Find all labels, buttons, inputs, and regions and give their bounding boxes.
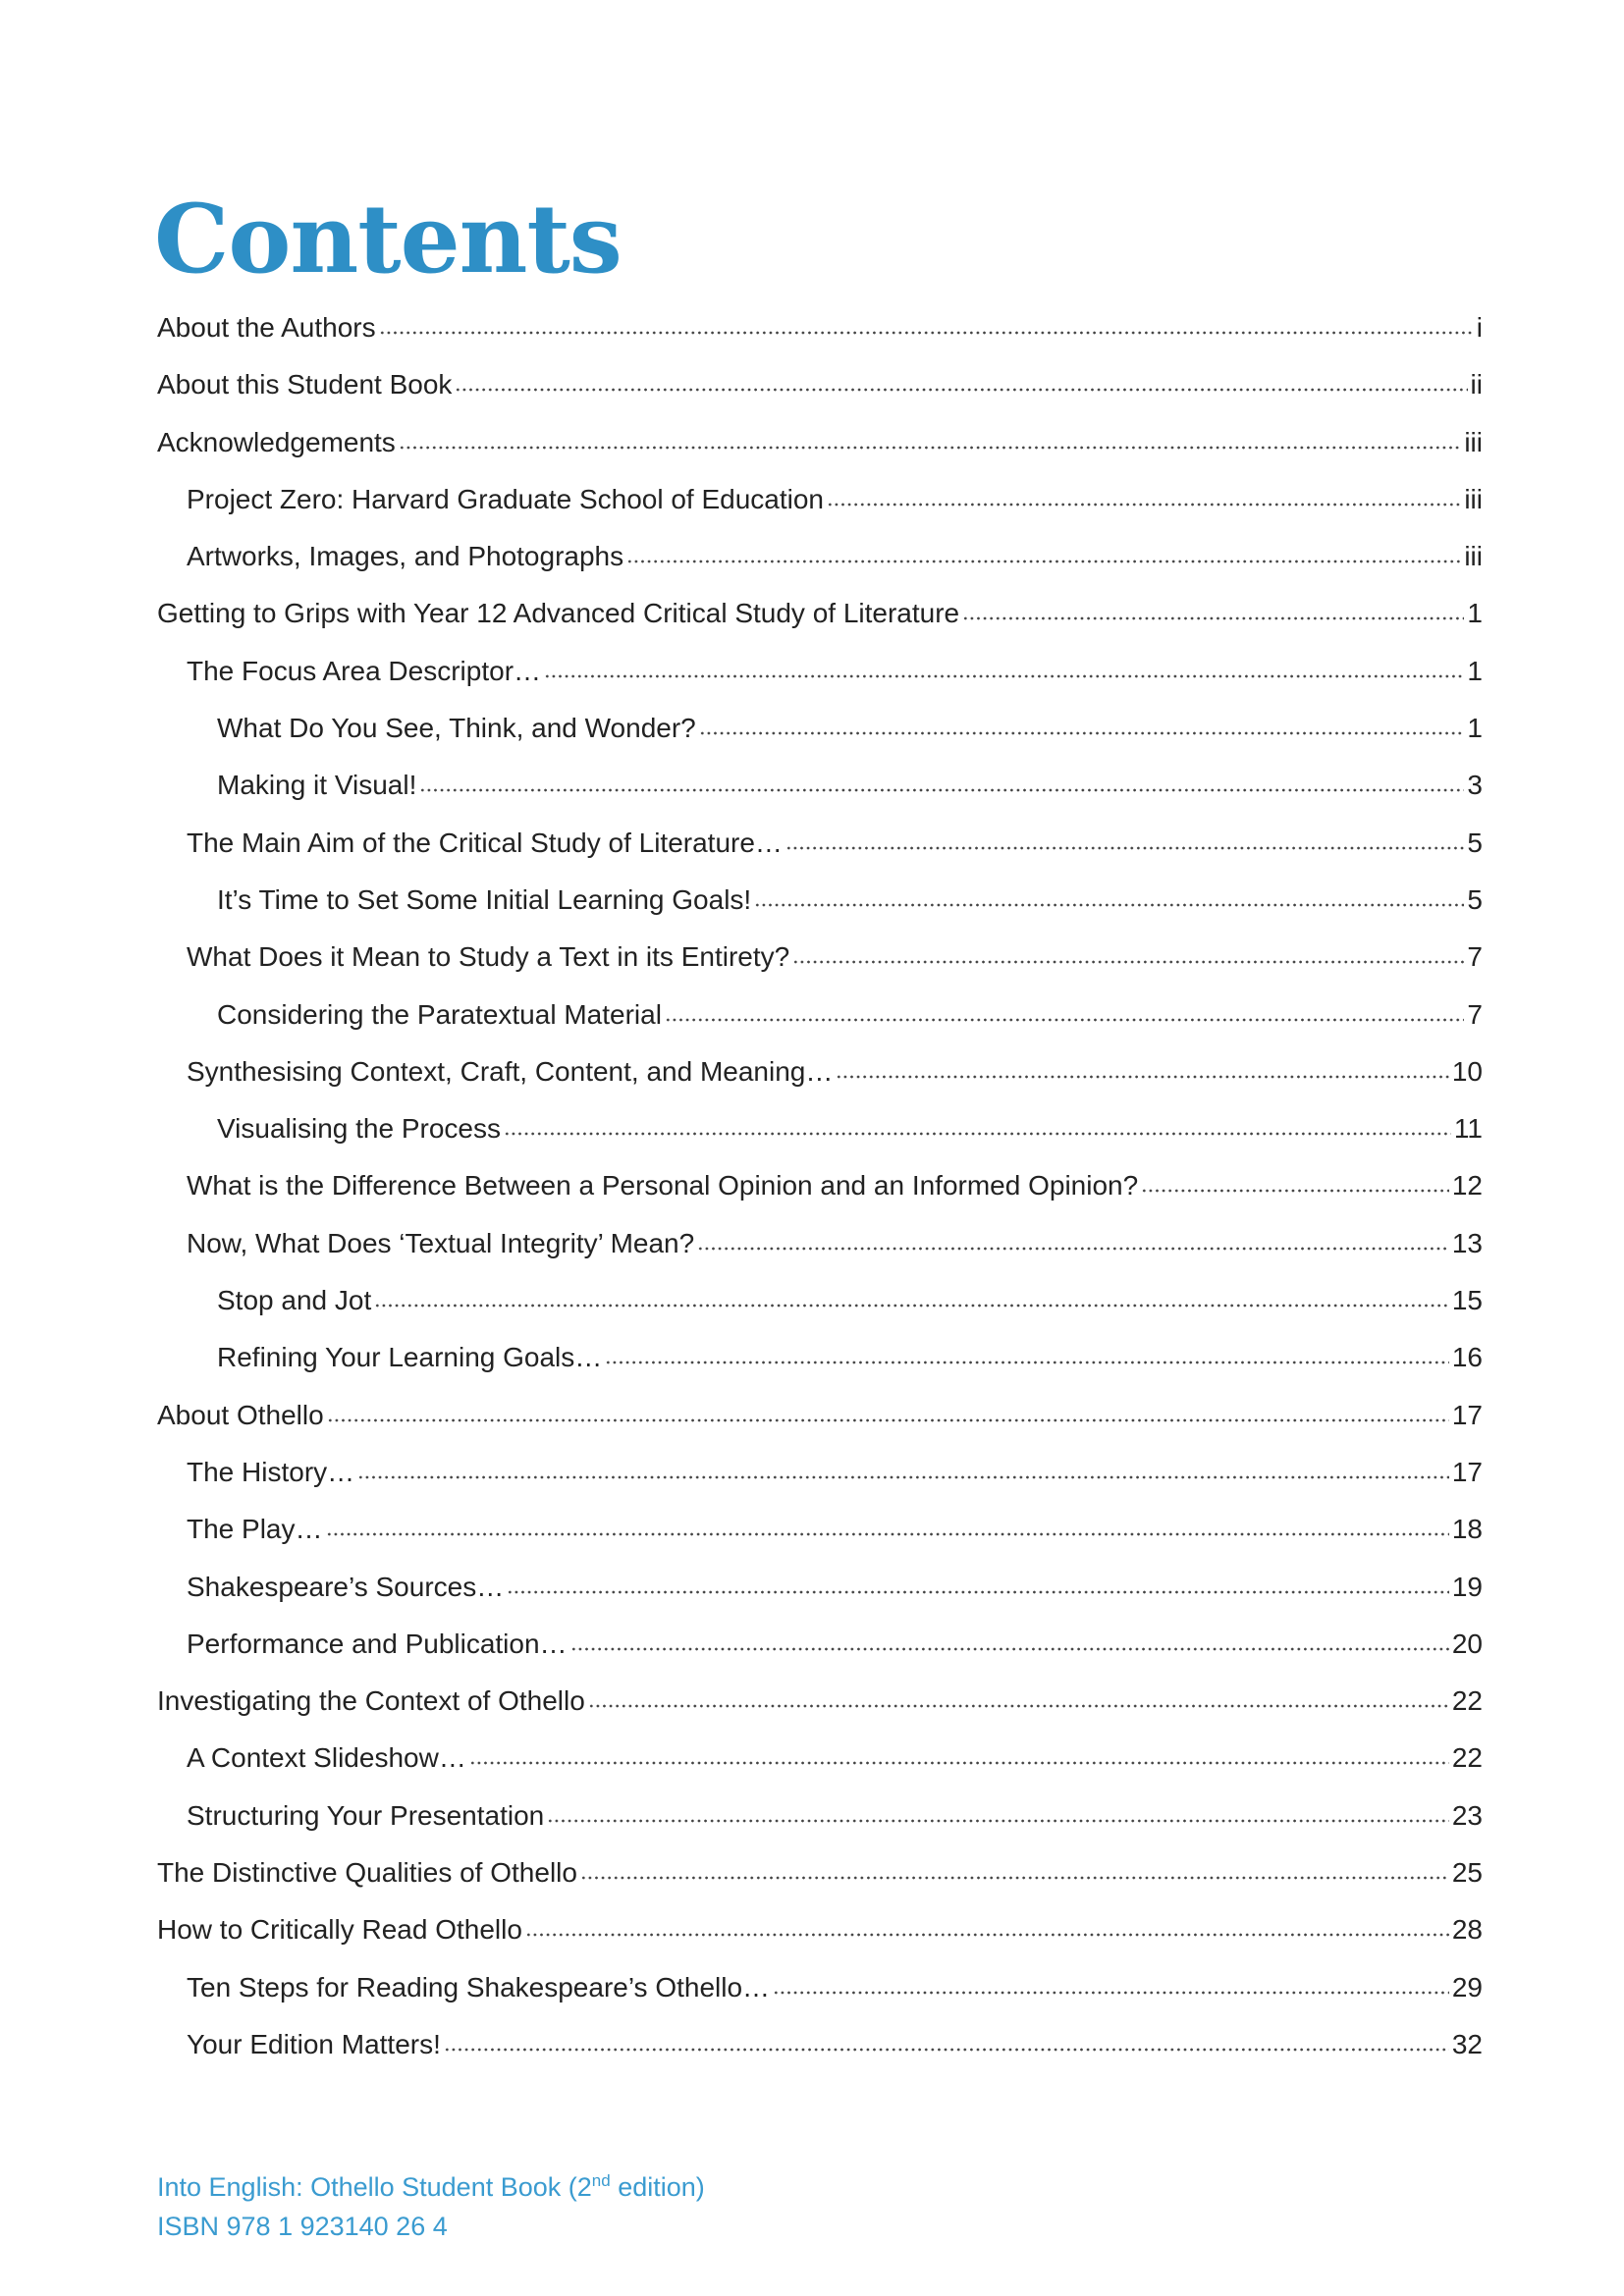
toc-entry-page-number: iii <box>1464 541 1483 572</box>
toc-entry[interactable] <box>157 1170 1483 1227</box>
toc-dot-leader <box>773 1991 1449 1995</box>
toc-entry-page-number: 7 <box>1467 941 1483 973</box>
toc-entry[interactable] <box>157 1742 1483 1799</box>
table-of-contents <box>157 312 1483 2086</box>
toc-dot-leader <box>665 1018 1465 1022</box>
toc-entry[interactable] <box>157 541 1483 598</box>
toc-entry-page-number: 23 <box>1451 1799 1483 1831</box>
toc-dot-leader <box>455 388 1467 392</box>
toc-entry-page-number: 16 <box>1451 1342 1483 1373</box>
toc-entry-title: About Othello <box>157 1399 324 1430</box>
toc-entry-title: Visualising the Process <box>217 1113 501 1145</box>
toc-entry-page-number: 13 <box>1451 1227 1483 1258</box>
toc-dot-leader <box>399 446 1462 450</box>
toc-entry-title: The Focus Area Descriptor… <box>187 655 542 686</box>
toc-entry[interactable] <box>157 1285 1483 1342</box>
toc-entry[interactable] <box>157 484 1483 541</box>
toc-entry-page-number: 1 <box>1467 598 1483 629</box>
toc-dot-leader <box>327 1418 1449 1422</box>
toc-entry-page-number: 3 <box>1467 770 1483 801</box>
toc-entry-page-number: 15 <box>1451 1285 1483 1316</box>
footer-edition-ordinal: nd <box>591 2171 611 2190</box>
toc-entry[interactable] <box>157 1457 1483 1514</box>
toc-entry-title: Refining Your Learning Goals… <box>217 1342 603 1373</box>
toc-entry-title: Getting to Grips with Year 12 Advanced Critical Study of Literature <box>157 598 960 629</box>
toc-entry-page-number: 22 <box>1451 1742 1483 1774</box>
toc-dot-leader <box>827 503 1461 507</box>
toc-entry-title: Shakespeare’s Sources… <box>187 1571 505 1602</box>
toc-entry-title: A Context Slideshow… <box>187 1742 466 1774</box>
toc-dot-leader <box>379 331 1474 335</box>
toc-dot-leader <box>785 846 1465 850</box>
toc-dot-leader <box>580 1876 1449 1880</box>
toc-dot-leader <box>588 1704 1449 1708</box>
toc-entry-title: Your Edition Matters! <box>187 2028 441 2059</box>
toc-entry-title: Making it Visual! <box>217 770 417 801</box>
footer-book-title <box>157 2167 705 2207</box>
toc-entry[interactable] <box>157 1972 1483 2029</box>
toc-entry[interactable] <box>157 1056 1483 1113</box>
toc-entry-page-number: 17 <box>1451 1456 1483 1487</box>
toc-dot-leader <box>836 1075 1448 1079</box>
toc-entry[interactable] <box>157 770 1483 827</box>
toc-entry[interactable] <box>157 1800 1483 1857</box>
toc-entry-title: It’s Time to Set Some Initial Learning Goals! <box>217 883 752 915</box>
toc-entry-title: The Play… <box>187 1514 323 1545</box>
toc-entry-page-number: 7 <box>1467 998 1483 1030</box>
toc-entry-page-number: 17 <box>1451 1399 1483 1430</box>
toc-entry-title: Investigating the Context of Othello <box>157 1685 585 1717</box>
toc-dot-leader <box>357 1475 1449 1479</box>
toc-entry-title: Ten Steps for Reading Shakespeare’s Othello… <box>187 1971 771 2002</box>
toc-entry[interactable] <box>157 1514 1483 1571</box>
toc-entry[interactable] <box>157 828 1483 884</box>
footer-isbn: ISBN 978 1 923140 26 4 <box>157 2212 448 2241</box>
toc-dot-leader <box>374 1304 1449 1308</box>
toc-entry-title: Structuring Your Presentation <box>187 1799 545 1831</box>
toc-entry[interactable] <box>157 1342 1483 1399</box>
toc-entry-title: About the Authors <box>157 312 376 343</box>
toc-dot-leader <box>699 731 1465 735</box>
toc-entry-title: Performance and Publication… <box>187 1628 568 1659</box>
toc-entry[interactable] <box>157 1572 1483 1629</box>
toc-entry-title: Artworks, Images, and Photographs <box>187 541 624 572</box>
toc-entry-page-number: 1 <box>1467 713 1483 744</box>
toc-entry[interactable] <box>157 1400 1483 1457</box>
toc-dot-leader <box>544 674 1464 678</box>
toc-entry[interactable] <box>157 2029 1483 2086</box>
toc-dot-leader <box>626 560 1461 563</box>
toc-dot-leader <box>504 1132 1451 1136</box>
toc-entry[interactable] <box>157 1685 1483 1742</box>
toc-entry-title: The History… <box>187 1456 355 1487</box>
toc-entry[interactable] <box>157 1629 1483 1685</box>
toc-entry[interactable] <box>157 369 1483 426</box>
toc-entry[interactable] <box>157 1857 1483 1914</box>
toc-dot-leader <box>525 1933 1449 1937</box>
toc-entry-title: What Does it Mean to Study a Text in its Entirety? <box>187 941 790 973</box>
footer-book-title-prefix: Into English: Othello Student Book (2 <box>157 2172 592 2202</box>
toc-entry-page-number: 25 <box>1451 1857 1483 1889</box>
toc-entry-page-number: iii <box>1464 483 1483 514</box>
toc-entry-title: Stop and Jot <box>217 1285 372 1316</box>
toc-entry[interactable] <box>157 427 1483 484</box>
toc-entry-page-number: 5 <box>1467 883 1483 915</box>
toc-entry-title: Project Zero: Harvard Graduate School of Education <box>187 483 825 514</box>
toc-entry[interactable] <box>157 1914 1483 1971</box>
toc-dot-leader <box>754 903 1464 907</box>
toc-entry-page-number: 1 <box>1467 655 1483 686</box>
toc-entry[interactable] <box>157 713 1483 770</box>
toc-dot-leader <box>326 1532 1449 1536</box>
toc-entry[interactable] <box>157 312 1483 369</box>
toc-dot-leader <box>1141 1189 1449 1193</box>
toc-dot-leader <box>419 788 1464 792</box>
toc-entry-page-number: 19 <box>1451 1571 1483 1602</box>
toc-entry-page-number: 11 <box>1453 1113 1483 1145</box>
toc-dot-leader <box>697 1247 1449 1251</box>
toc-entry[interactable] <box>157 598 1483 655</box>
toc-dot-leader <box>444 2048 1449 2052</box>
toc-entry-title: The Main Aim of the Critical Study of Literature… <box>187 827 783 858</box>
toc-entry[interactable] <box>157 884 1483 941</box>
toc-entry[interactable] <box>157 1113 1483 1170</box>
footer-book-title-suffix: edition) <box>610 2172 705 2202</box>
toc-entry-page-number: ii <box>1470 369 1483 400</box>
toc-entry-title: Now, What Does ‘Textual Integrity’ Mean? <box>187 1227 695 1258</box>
toc-dot-leader <box>962 616 1464 620</box>
toc-entry-page-number: 20 <box>1451 1628 1483 1659</box>
toc-dot-leader <box>469 1761 1449 1765</box>
toc-entry-page-number: 5 <box>1467 827 1483 858</box>
toc-entry-page-number: 18 <box>1451 1514 1483 1545</box>
toc-dot-leader <box>605 1361 1449 1364</box>
toc-entry-title: How to Critically Read Othello <box>157 1914 522 1946</box>
toc-entry-page-number: 22 <box>1451 1685 1483 1717</box>
toc-entry-page-number: i <box>1476 312 1483 343</box>
toc-entry-title: What is the Difference Between a Personal Opinion and an Informed Opinion? <box>187 1170 1139 1201</box>
toc-entry-page-number: 10 <box>1451 1055 1483 1087</box>
toc-entry-title: Acknowledgements <box>157 426 396 457</box>
toc-entry[interactable] <box>157 999 1483 1056</box>
toc-dot-leader <box>570 1647 1449 1651</box>
toc-entry-title: About this Student Book <box>157 369 453 400</box>
toc-entry[interactable] <box>157 1228 1483 1285</box>
page-footer <box>157 2167 705 2246</box>
toc-entry-page-number: 29 <box>1451 1971 1483 2002</box>
toc-entry-page-number: 32 <box>1451 2028 1483 2059</box>
toc-entry-title: What Do You See, Think, and Wonder? <box>217 713 696 744</box>
toc-entry-title: Considering the Paratextual Material <box>217 998 662 1030</box>
toc-entry[interactable] <box>157 656 1483 713</box>
toc-dot-leader <box>547 1819 1449 1823</box>
page-title: Contents <box>154 184 622 294</box>
toc-entry-title: The Distinctive Qualities of Othello <box>157 1857 577 1889</box>
toc-entry[interactable] <box>157 941 1483 998</box>
toc-entry-page-number: 12 <box>1451 1170 1483 1201</box>
toc-entry-title: Synthesising Context, Craft, Content, and Meaning… <box>187 1055 834 1087</box>
toc-entry-page-number: iii <box>1464 426 1483 457</box>
toc-entry-page-number: 28 <box>1451 1914 1483 1946</box>
toc-dot-leader <box>792 960 1464 964</box>
toc-dot-leader <box>507 1590 1449 1594</box>
